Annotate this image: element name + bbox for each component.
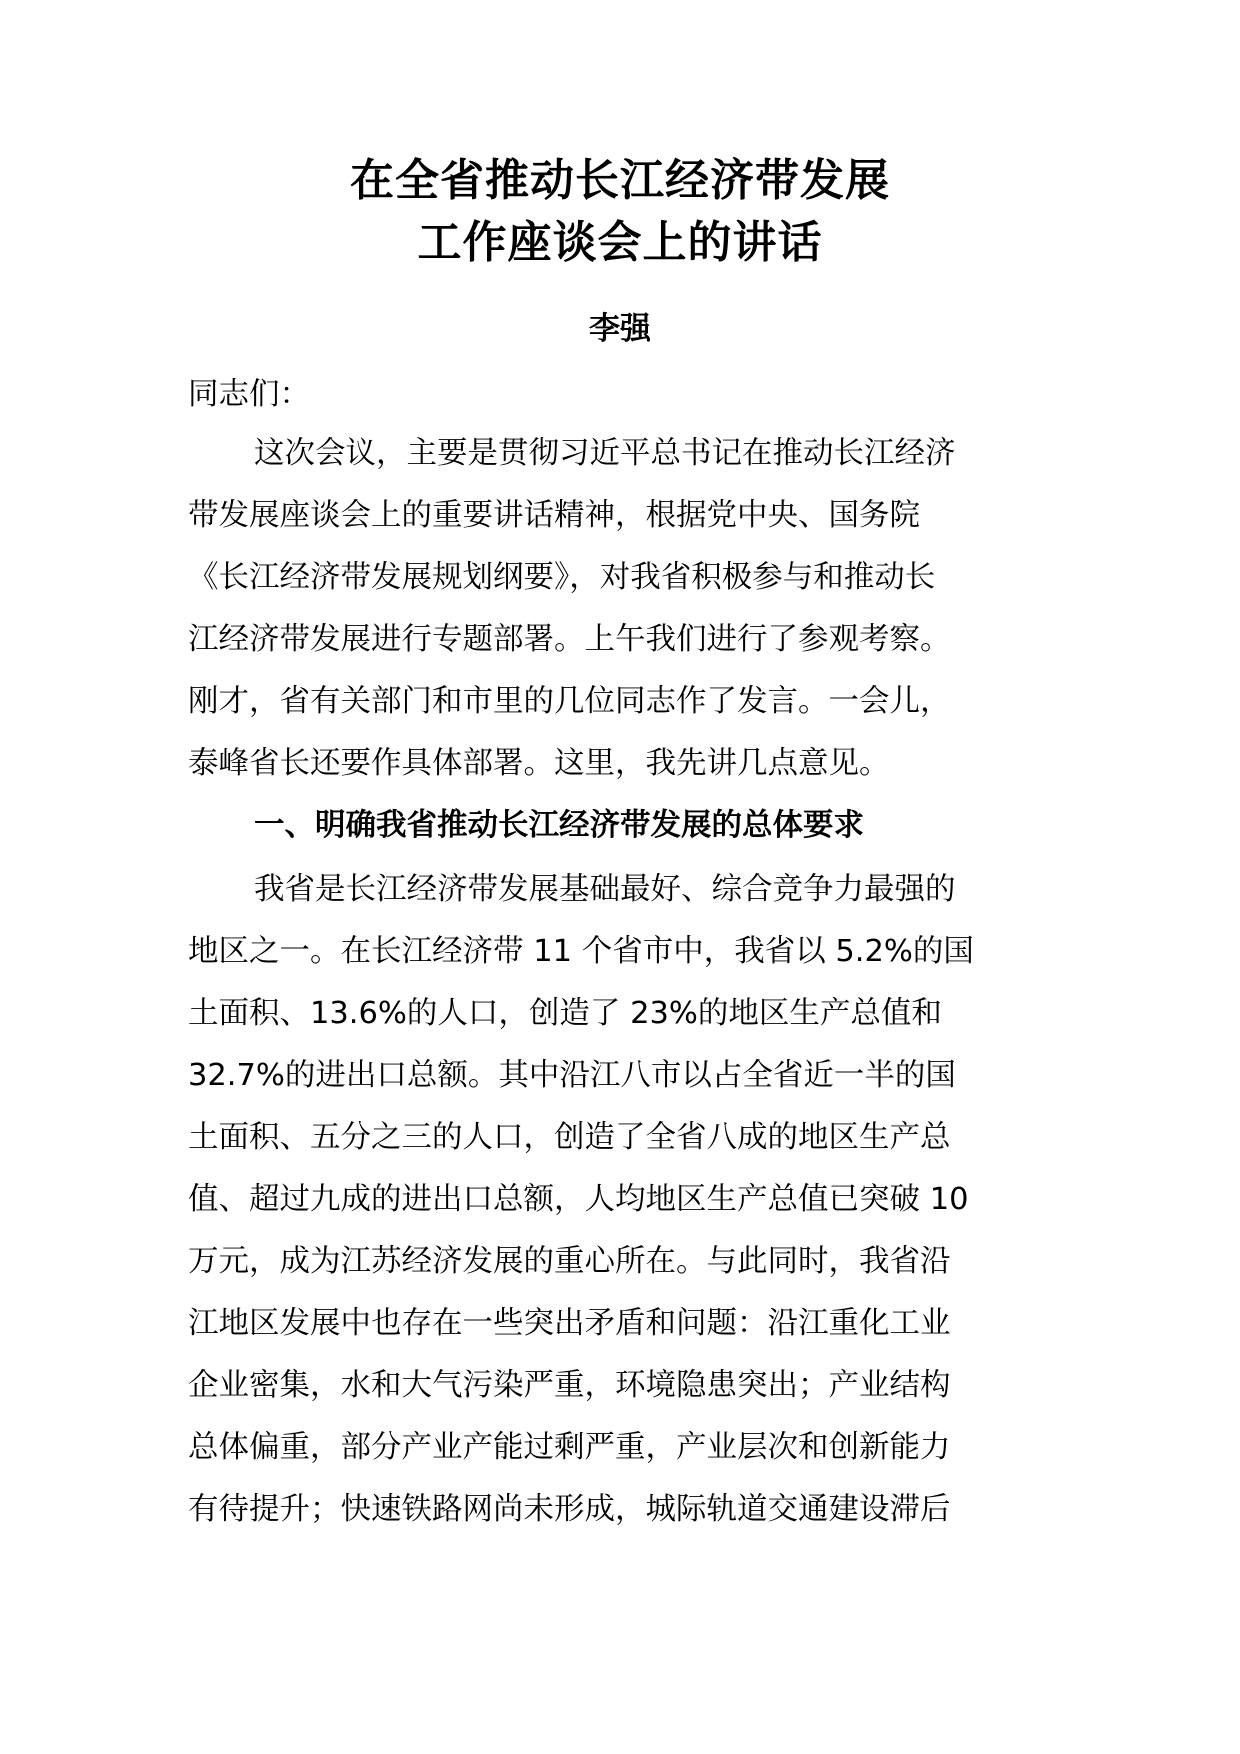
author-name: 李强 [589,311,651,347]
paragraph-line: 总体偏重，部分产业产能过剩严重，产业层次和创新能力 [188,1430,951,1465]
paragraph-line: 这次会议，主要是贯彻习近平总书记在推动长江经济 [254,436,956,471]
paragraph-line: 土面积、五分之三的人口，创造了全省八成的地区生产总 [188,1120,951,1155]
paragraph-line: 地区之一。在长江经济带 11 个省市中，我省以 5.2%的国 [188,934,974,969]
paragraph-line: 32.7%的进出口总额。其中沿江八市以占全省近一半的国 [188,1058,956,1093]
paragraph-line: 有待提升；快速铁路网尚未形成，城际轨道交通建设滞后 [188,1492,951,1527]
section-heading: 一、明确我省推动长江经济带发展的总体要求 [254,808,864,843]
paragraph-line: 江经济带发展进行专题部署。上午我们进行了参观考察。 [188,622,951,657]
paragraph-line: 值、超过九成的进出口总额，人均地区生产总值已突破 10 [188,1182,969,1217]
paragraph-line: 《长江经济带发展规划纲要》，对我省积极参与和推动长 [188,560,936,595]
paragraph-line: 泰峰省长还要作具体部署。这里，我先讲几点意见。 [188,746,890,781]
paragraph-line: 企业密集，水和大气污染严重，环境隐患突出；产业结构 [188,1368,951,1403]
paragraph-line: 刚才，省有关部门和市里的几位同志作了发言。一会儿， [188,684,951,719]
document-title [0,150,1240,274]
salutation: 同志们： [188,377,310,412]
paragraph-line: 带发展座谈会上的重要讲话精神，根据党中央、国务院 [188,498,920,533]
paragraph-line: 我省是长江经济带发展基础最好、综合竞争力最强的 [254,872,956,907]
paragraph-line: 江地区发展中也存在一些突出矛盾和问题：沿江重化工业 [188,1306,951,1341]
title-line-1: 在全省推动长江经济带发展 [350,155,890,206]
paragraph-line: 土面积、13.6%的人口，创造了 23%的地区生产总值和 [188,996,942,1031]
title-line-2: 工作座谈会上的讲话 [417,217,823,268]
paragraph-line: 万元，成为江苏经济发展的重心所在。与此同时，我省沿 [188,1244,951,1279]
